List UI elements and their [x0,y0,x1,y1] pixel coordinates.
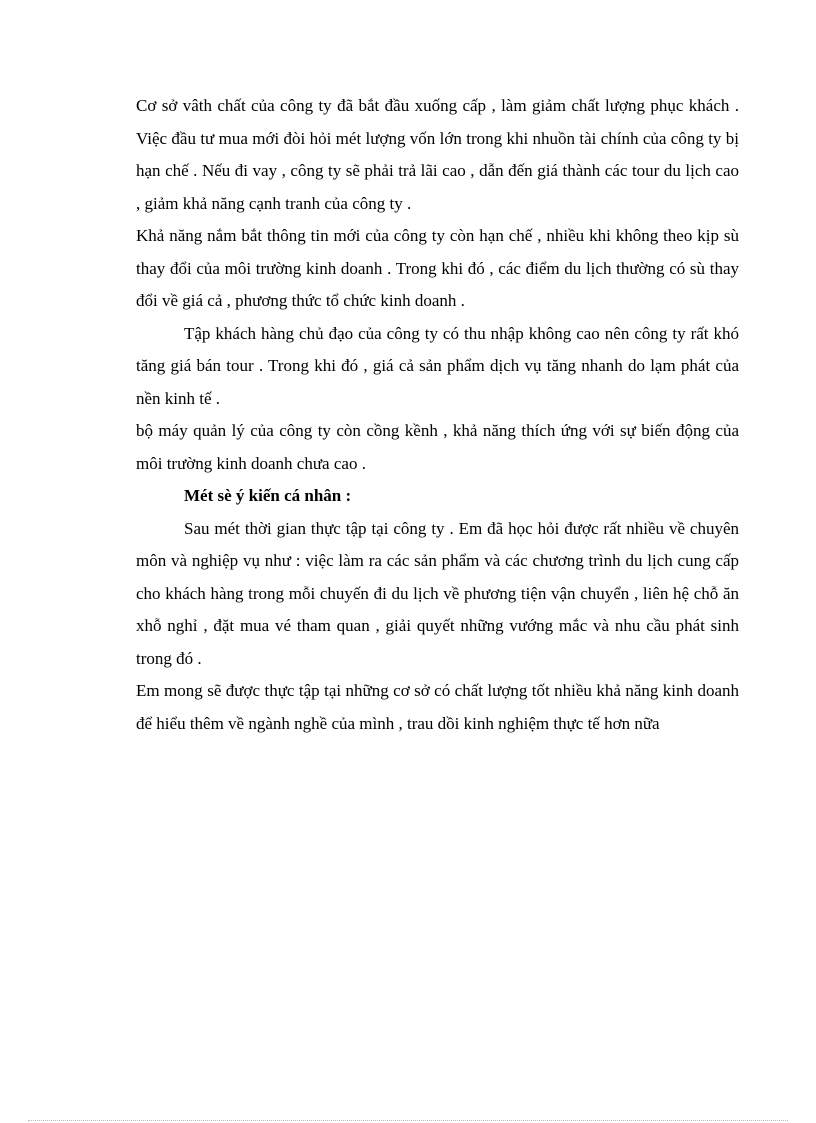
paragraph-facilities: Cơ sở vâth chất của công ty đã bắt đầu xuống cấp , làm giảm chất lượng phục khách . Việc đầu tư mua mới đòi hỏi mét lượng vốn lớn trong khi nhuồn tài chính của công ty bị hạn chế . Nếu đi vay , công ty sẽ phải trả lãi cao , dẫn đến giá thành các tour du lịch cao , giảm khả năng cạnh tranh của công ty . [136,96,739,213]
paragraph-management: bộ máy quản lý của công ty còn cồng kềnh , khả năng thích ứng với sự biến động của môi trường kinh doanh chưa cao . [136,421,739,473]
paragraph-customers: Tập khách hàng chủ đạo của công ty có thu nhập không cao nên công ty rất khó tăng giá bán tour . Trong khi đó , giá cả sản phẩm dịch vụ tăng nhanh do lạm phát của nền kinh tế . [136,323,739,408]
document-body [136,90,739,740]
section-heading: Mét sè ý kiến cá nhân : [184,486,352,505]
paragraph-hope: Em mong sẽ được thực tập tại những cơ sở có chất lượng tốt nhiều khả năng kinh doanh để hiểu thêm về ngành nghề của mình , trau dồi kinh nghiệm thực tế hơn nữa [136,681,739,733]
paragraph-internship: Sau mét thời gian thực tập tại công ty . Em đã học hỏi được rất nhiều về chuyên môn và nghiệp vụ như : việc làm ra các sản phẩm và các chương trình du lịch cung cấp cho khách hàng trong mỗi chuyến đi du lịch về phương tiện vận chuyển , liên hệ chỗ ăn xhỗ nghỉ , đặt mua vé tham quan , giải quyết những vướng mắc và nhu cầu phát sinh trong đó . [136,518,739,668]
paragraph-information: Khả năng nắm bắt thông tin mới của công ty còn hạn chế , nhiều khi không theo kịp sù thay đổi của môi trường kinh doanh . Trong khi đó , các điểm du lịch thường có sù thay đổi về giá cả , phương thức tổ chức kinh doanh . [136,226,739,310]
page-bottom-rule [28,1120,788,1121]
